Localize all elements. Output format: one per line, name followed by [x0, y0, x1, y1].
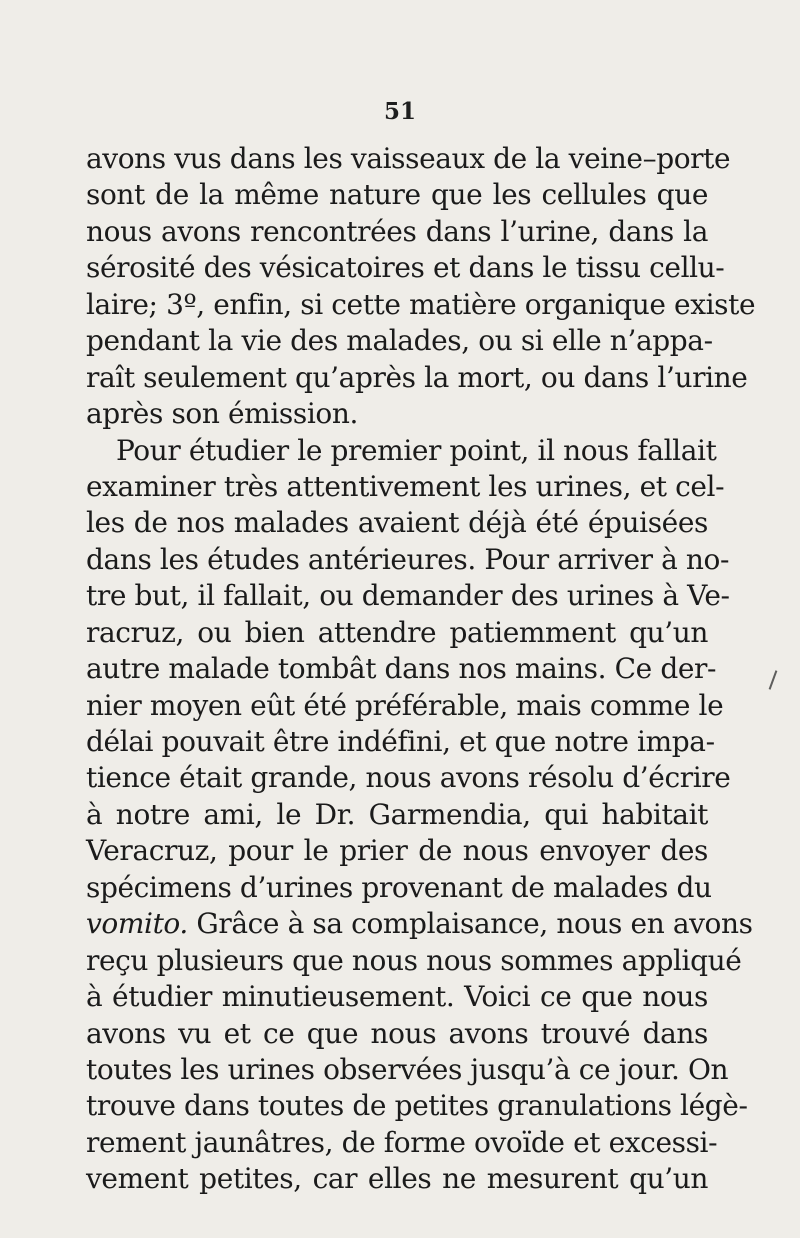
italic-term: vomito.	[86, 907, 188, 941]
text-line: racruz, ou bien attendre patiemment qu’un	[86, 615, 708, 649]
text-line: vomito. Grâce à sa complaisance, nous en avons	[86, 907, 753, 941]
text-line: tre but, il fallait, ou demander des urines à Ve-	[86, 579, 730, 613]
text-line: vement petites, car elles ne mesurent qu’un	[86, 1162, 708, 1196]
text-line: nier moyen eût été préférable, mais comme le	[86, 688, 724, 722]
text-line: reçu plusieurs que nous nous sommes appliqué	[86, 943, 742, 977]
body-text	[86, 141, 756, 1198]
text-line: examiner très attentivement les urines, et cel-	[86, 469, 725, 503]
margin-pencil-mark	[769, 670, 778, 689]
paragraph-end-line: après son émission.	[86, 397, 358, 431]
text-line: à notre ami, le Dr. Garmendia, qui habitait	[86, 797, 708, 831]
text-line: les de nos malades avaient déjà été épuisées	[86, 506, 708, 540]
text-line: Veracruz, pour le prier de nous envoyer des	[86, 834, 708, 868]
text-line: sérosité des vésicatoires et dans le tissu cellu-	[86, 251, 725, 285]
page-number: 51	[383, 98, 416, 125]
text-line: raît seulement qu’après la mort, ou dans l’urine	[86, 360, 748, 394]
text-line: à étudier minutieusement. Voici ce que nous	[86, 980, 708, 1014]
text-line: rement jaunâtres, de forme ovoïde et excessi-	[86, 1125, 718, 1159]
paragraph-start-line: Pour étudier le premier point, il nous fallait	[116, 433, 717, 467]
text-line: dans les études antérieures. Pour arriver à no-	[86, 542, 730, 576]
text-line: avons vus dans les vaisseaux de la veine–porte	[86, 142, 731, 175]
text-line: spécimens d’urines provenant de malades du	[86, 870, 712, 904]
text-line: délai pouvait être indéfini, et que notre impa-	[86, 725, 715, 758]
text-line: toutes les urines observées jusqu’à ce jour. On	[86, 1052, 729, 1086]
text-line: sont de la même nature que les cellules que	[86, 178, 708, 212]
text-line: trouve dans toutes de petites granulations légè-	[86, 1089, 748, 1123]
text-line: nous avons rencontrées dans l’urine, dans la	[86, 214, 708, 248]
text-line: pendant la vie des malades, ou si elle n’appa-	[86, 324, 713, 358]
text-line: avons vu et ce que nous avons trouvé dans	[86, 1016, 708, 1050]
text-line: autre malade tombât dans nos mains. Ce der-	[86, 652, 717, 686]
text-line: laire; 3º, enfin, si cette matière organique existe	[86, 287, 756, 321]
text-line: tience était grande, nous avons résolu d’écrire	[86, 761, 731, 795]
